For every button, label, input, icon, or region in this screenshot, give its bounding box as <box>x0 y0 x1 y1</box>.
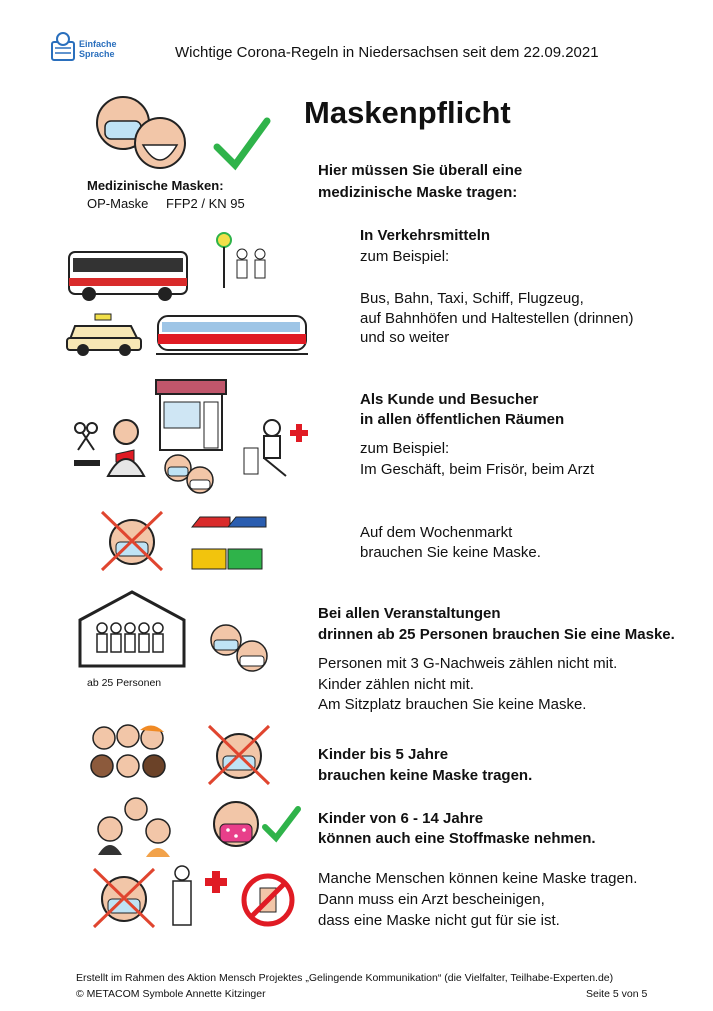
transport-example: zum Beispiel: <box>360 248 450 265</box>
kids5-line2: brauchen keine Maske tragen. <box>318 767 533 784</box>
hairdresser-icon <box>104 418 149 478</box>
transport-line1: Bus, Bahn, Taxi, Schiff, Flugzeug, <box>360 290 584 307</box>
transport-heading: In Verkehrsmitteln <box>360 227 491 244</box>
intro-line1: Hier müssen Sie überall eine <box>318 162 523 179</box>
check-small-icon <box>262 805 302 845</box>
customers-heading1: Als Kunde und Besucher <box>360 391 539 408</box>
transport-line3: und so weiter <box>360 329 450 346</box>
masked-faces-small-icon <box>162 452 222 497</box>
header-title: Wichtige Corona-Regeln in Niedersachsen seit dem 22.09.2021 <box>175 44 599 61</box>
house-label: ab 25 Personen <box>87 677 162 689</box>
masks-label: Medizinische Masken: <box>87 178 224 193</box>
footer-copyright: © METACOM Symbole Annette Kitzinger <box>76 988 266 1000</box>
children-group-icon <box>88 722 178 787</box>
kids14-line1: Kinder von 6 - 14 Jahre <box>318 810 484 827</box>
mask-type-op: OP-Maske <box>87 196 149 211</box>
no-mask-kids-icon <box>205 722 275 787</box>
events-line3: Am Sitzplatz brauchen Sie keine Maske. <box>318 696 587 713</box>
exempt-line2: Dann muss ein Arzt bescheinigen, <box>318 891 545 908</box>
check-icon <box>213 115 273 175</box>
exempt-line3: dass eine Maske nicht gut für sie ist. <box>318 912 560 929</box>
events-heading2: drinnen ab 25 Personen brauchen Sie eine Maske. <box>318 626 675 643</box>
market-line2: brauchen Sie keine Maske. <box>360 544 541 561</box>
event-house-icon <box>76 590 191 670</box>
kids14-line2: können auch eine Stoffmaske nehmen. <box>318 830 596 847</box>
no-mask-icon <box>98 508 168 573</box>
page-title: Maskenpflicht <box>304 95 511 130</box>
logo <box>50 32 120 66</box>
customers-example: zum Beispiel: <box>360 440 450 457</box>
kids5-line1: Kinder bis 5 Jahre <box>318 746 449 763</box>
market-stall-icon <box>190 513 270 573</box>
market-line1: Auf dem Wochenmarkt <box>360 524 513 541</box>
logo-line2: Sprache <box>79 49 115 59</box>
mask-type-ffp2: FFP2 / KN 95 <box>166 196 245 211</box>
page-number: Seite 5 von 5 <box>586 988 648 1000</box>
customers-heading2: in allen öffentlichen Räumen <box>360 411 565 428</box>
train-icon <box>156 312 311 357</box>
events-heading1: Bei allen Veranstaltungen <box>318 605 501 622</box>
cloth-mask-icon <box>210 800 270 850</box>
older-children-icon <box>94 795 179 860</box>
masked-faces-events-icon <box>208 622 278 677</box>
exempt-line1: Manche Menschen können keine Maske tragen. <box>318 870 638 887</box>
prohibited-hand-icon <box>240 872 296 928</box>
customers-line1: Im Geschäft, beim Frisör, beim Arzt <box>360 461 595 478</box>
doctor-icon <box>238 418 313 478</box>
taxi-icon <box>65 312 145 357</box>
logo-line1: Einfache <box>79 39 117 49</box>
medical-cross-icon <box>204 870 230 896</box>
transport-line2: auf Bahnhöfen und Haltestellen (drinnen) <box>360 310 634 327</box>
shop-icon <box>154 378 229 453</box>
bus-stop-icon <box>208 232 278 292</box>
doctor-figure-icon <box>168 865 198 930</box>
easy-language-logo-icon <box>50 32 78 62</box>
intro-line2: medizinische Maske tragen: <box>318 184 518 201</box>
events-line1: Personen mit 3 G-Nachweis zählen nicht mit. <box>318 655 618 672</box>
footer-credit: Erstellt im Rahmen des Aktion Mensch Projektes „Gelingende Kommunikation“ (die Vielfalter, Teilhabe-Experten.de) <box>76 972 614 984</box>
events-line2: Kinder zählen nicht mit. <box>318 676 474 693</box>
bus-icon <box>67 248 192 303</box>
no-mask-exempt-icon <box>90 865 160 930</box>
